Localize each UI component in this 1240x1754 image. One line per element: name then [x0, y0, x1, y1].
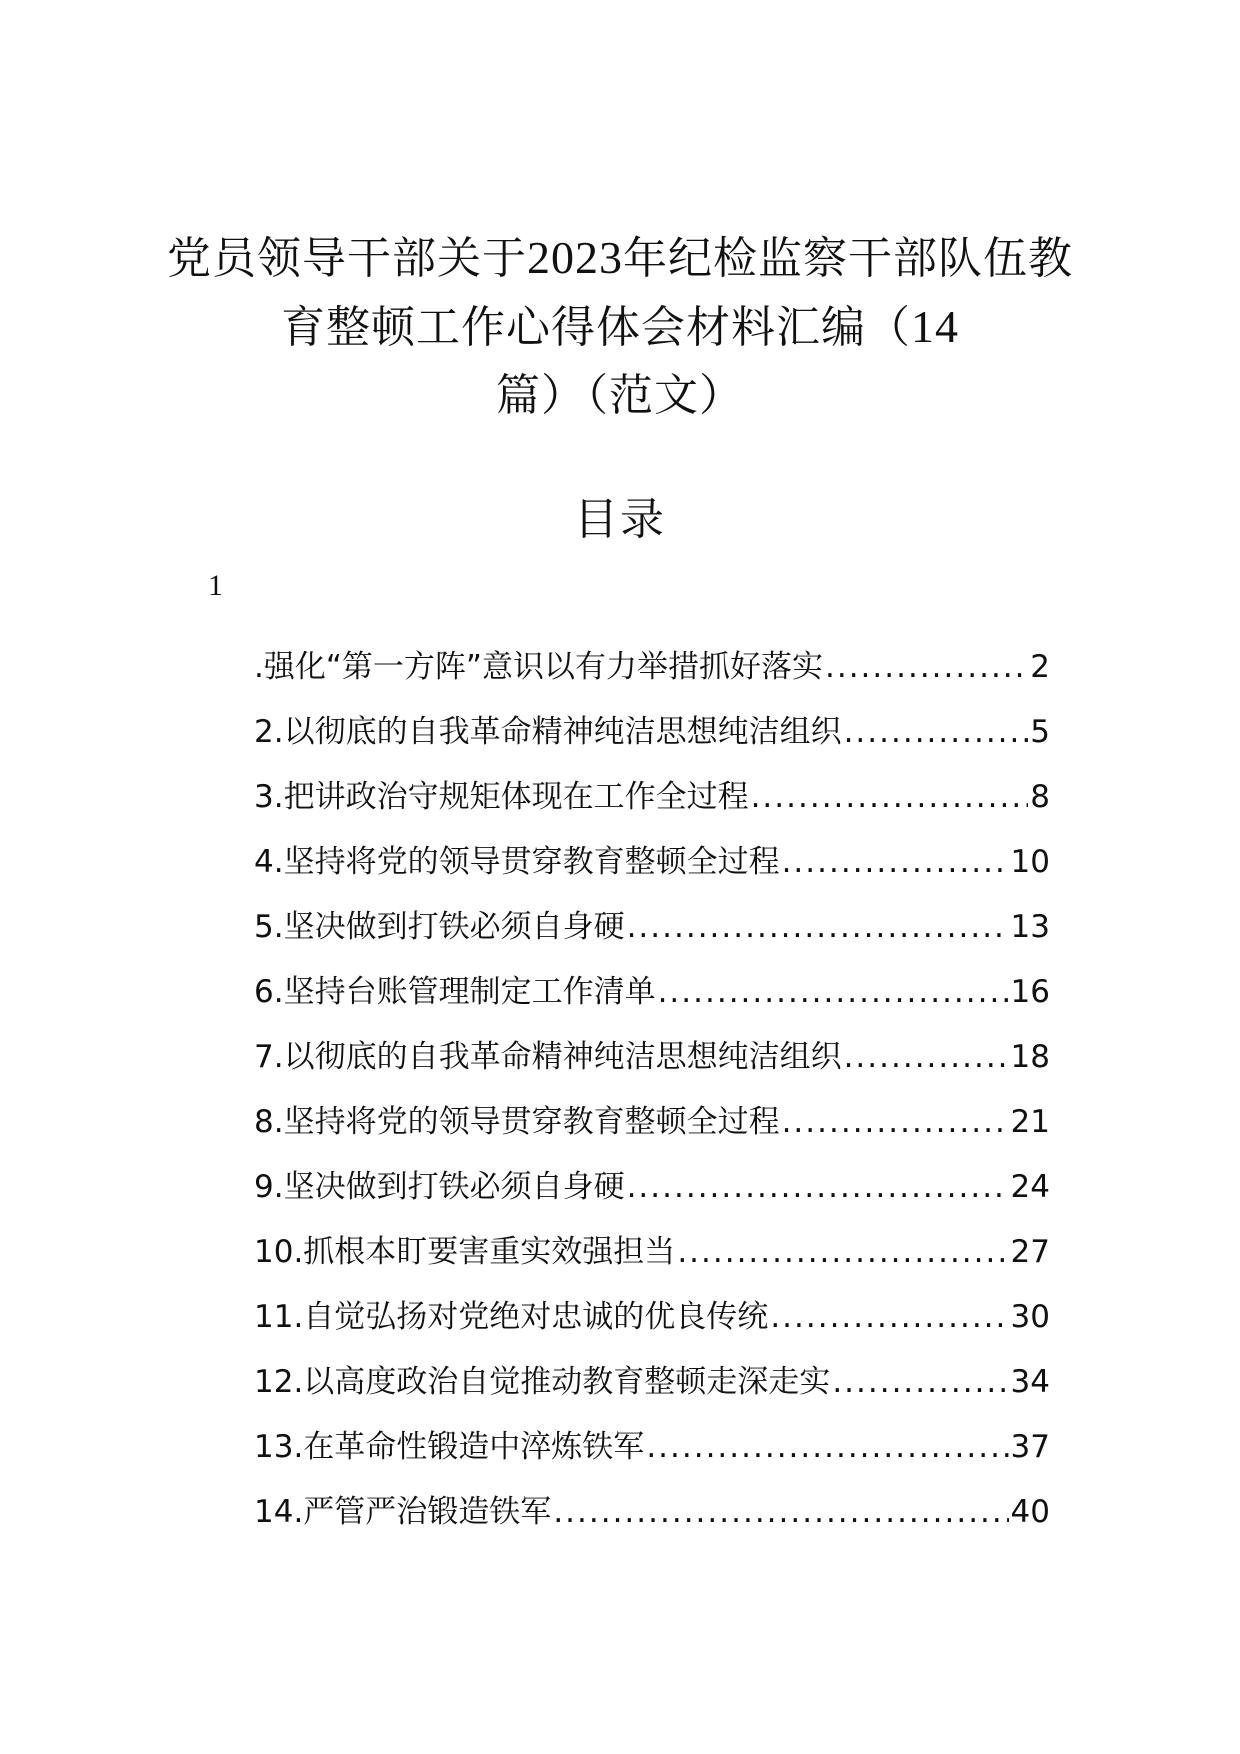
toc-leader-dots	[782, 1098, 1009, 1146]
toc-entry-page: 16	[1010, 974, 1050, 1010]
toc-leader-dots	[770, 1293, 1008, 1341]
toc-entry-label: 11.自觉弘扬对党绝对忠诚的优良传统	[254, 1299, 769, 1335]
title-year: 2023	[527, 232, 623, 283]
toc-entry-page: 37	[1010, 1429, 1050, 1465]
toc-leader-dots	[553, 1488, 1008, 1536]
title-count: 14	[911, 301, 959, 352]
toc-entry-page: 18	[1010, 1039, 1050, 1075]
toc-entry-label: 4.坚持将党的领导贯穿教育整顿全过程	[254, 844, 780, 880]
toc-entry-page: 21	[1010, 1104, 1050, 1140]
toc-entry-label: 10.抓根本盯要害重实效强担当	[254, 1234, 676, 1270]
toc-entry-page: 10	[1010, 844, 1050, 880]
toc-entry-page: 30	[1010, 1299, 1050, 1335]
toc-entry[interactable]	[254, 1016, 1050, 1081]
toc-entry[interactable]	[254, 626, 1050, 691]
toc-entry[interactable]	[254, 691, 1050, 756]
table-of-contents	[254, 626, 1050, 1536]
toc-leader-dots	[844, 708, 1029, 756]
toc-entry-label: 9.坚决做到打铁必须自身硬	[254, 1169, 625, 1205]
toc-entry[interactable]	[254, 886, 1050, 951]
toc-entry[interactable]	[254, 951, 1050, 1016]
toc-entry-label: 13.在革命性锻造中淬炼铁军	[254, 1429, 645, 1465]
toc-entry-label: 7.以彻底的自我革命精神纯洁思想纯洁组织	[254, 1039, 842, 1075]
toc-entry-label: 3.把讲政治守规矩体现在工作全过程	[254, 779, 749, 815]
toc-entry-label: 6.坚持台账管理制定工作清单	[254, 974, 656, 1010]
toc-entry-label: 8.坚持将党的领导贯穿教育整顿全过程	[254, 1104, 780, 1140]
toc-leader-dots	[658, 968, 1009, 1016]
toc-leader-dots	[832, 1358, 1008, 1406]
toc-leader-dots	[751, 773, 1029, 821]
toc-entry-label: 14.严管严治锻造铁军	[254, 1494, 552, 1530]
toc-leader-dots	[677, 1228, 1008, 1276]
toc-entry-page: 34	[1010, 1364, 1050, 1400]
document-title	[160, 224, 1080, 430]
toc-entry-label: 5.坚决做到打铁必须自身硬	[254, 909, 625, 945]
toc-entry-page: 5	[1030, 714, 1050, 750]
toc-entry[interactable]	[254, 1406, 1050, 1471]
toc-leader-dots	[825, 643, 1028, 691]
toc-entry-page: 2	[1030, 649, 1050, 685]
stray-number: 1	[208, 569, 223, 602]
toc-entry[interactable]	[254, 1211, 1050, 1276]
toc-entry-page: 40	[1010, 1494, 1050, 1530]
toc-entry[interactable]	[254, 1146, 1050, 1211]
toc-leader-dots	[782, 838, 1009, 886]
toc-leader-dots	[627, 1163, 1009, 1211]
title-part-3: 篇）（范文）	[496, 370, 744, 421]
toc-entry[interactable]	[254, 1081, 1050, 1146]
toc-entry[interactable]	[254, 1471, 1050, 1536]
toc-entry-label: 2.以彻底的自我革命精神纯洁思想纯洁组织	[254, 714, 842, 750]
title-part-2: 年纪检监察干部队伍教育整顿工作心得体会材料汇编（	[281, 233, 1073, 353]
toc-entry-page: 27	[1010, 1234, 1050, 1270]
toc-entry-page: 8	[1030, 779, 1050, 815]
title-part-1: 党员领导干部关于	[167, 233, 527, 284]
toc-leader-dots	[646, 1423, 1008, 1471]
toc-leader-dots	[844, 1033, 1009, 1081]
toc-heading: 目录	[574, 494, 666, 545]
toc-entry-label: 12.以高度政治自觉推动教育整顿走深走实	[254, 1364, 831, 1400]
toc-entry-label: .强化“第一方阵”意识以有力举措抓好落实	[254, 649, 823, 685]
toc-leader-dots	[627, 903, 1009, 951]
toc-entry[interactable]	[254, 821, 1050, 886]
toc-entry[interactable]	[254, 756, 1050, 821]
toc-entry[interactable]	[254, 1276, 1050, 1341]
toc-entry[interactable]	[254, 1341, 1050, 1406]
toc-entry-page: 13	[1010, 909, 1050, 945]
toc-entry-page: 24	[1010, 1169, 1050, 1205]
